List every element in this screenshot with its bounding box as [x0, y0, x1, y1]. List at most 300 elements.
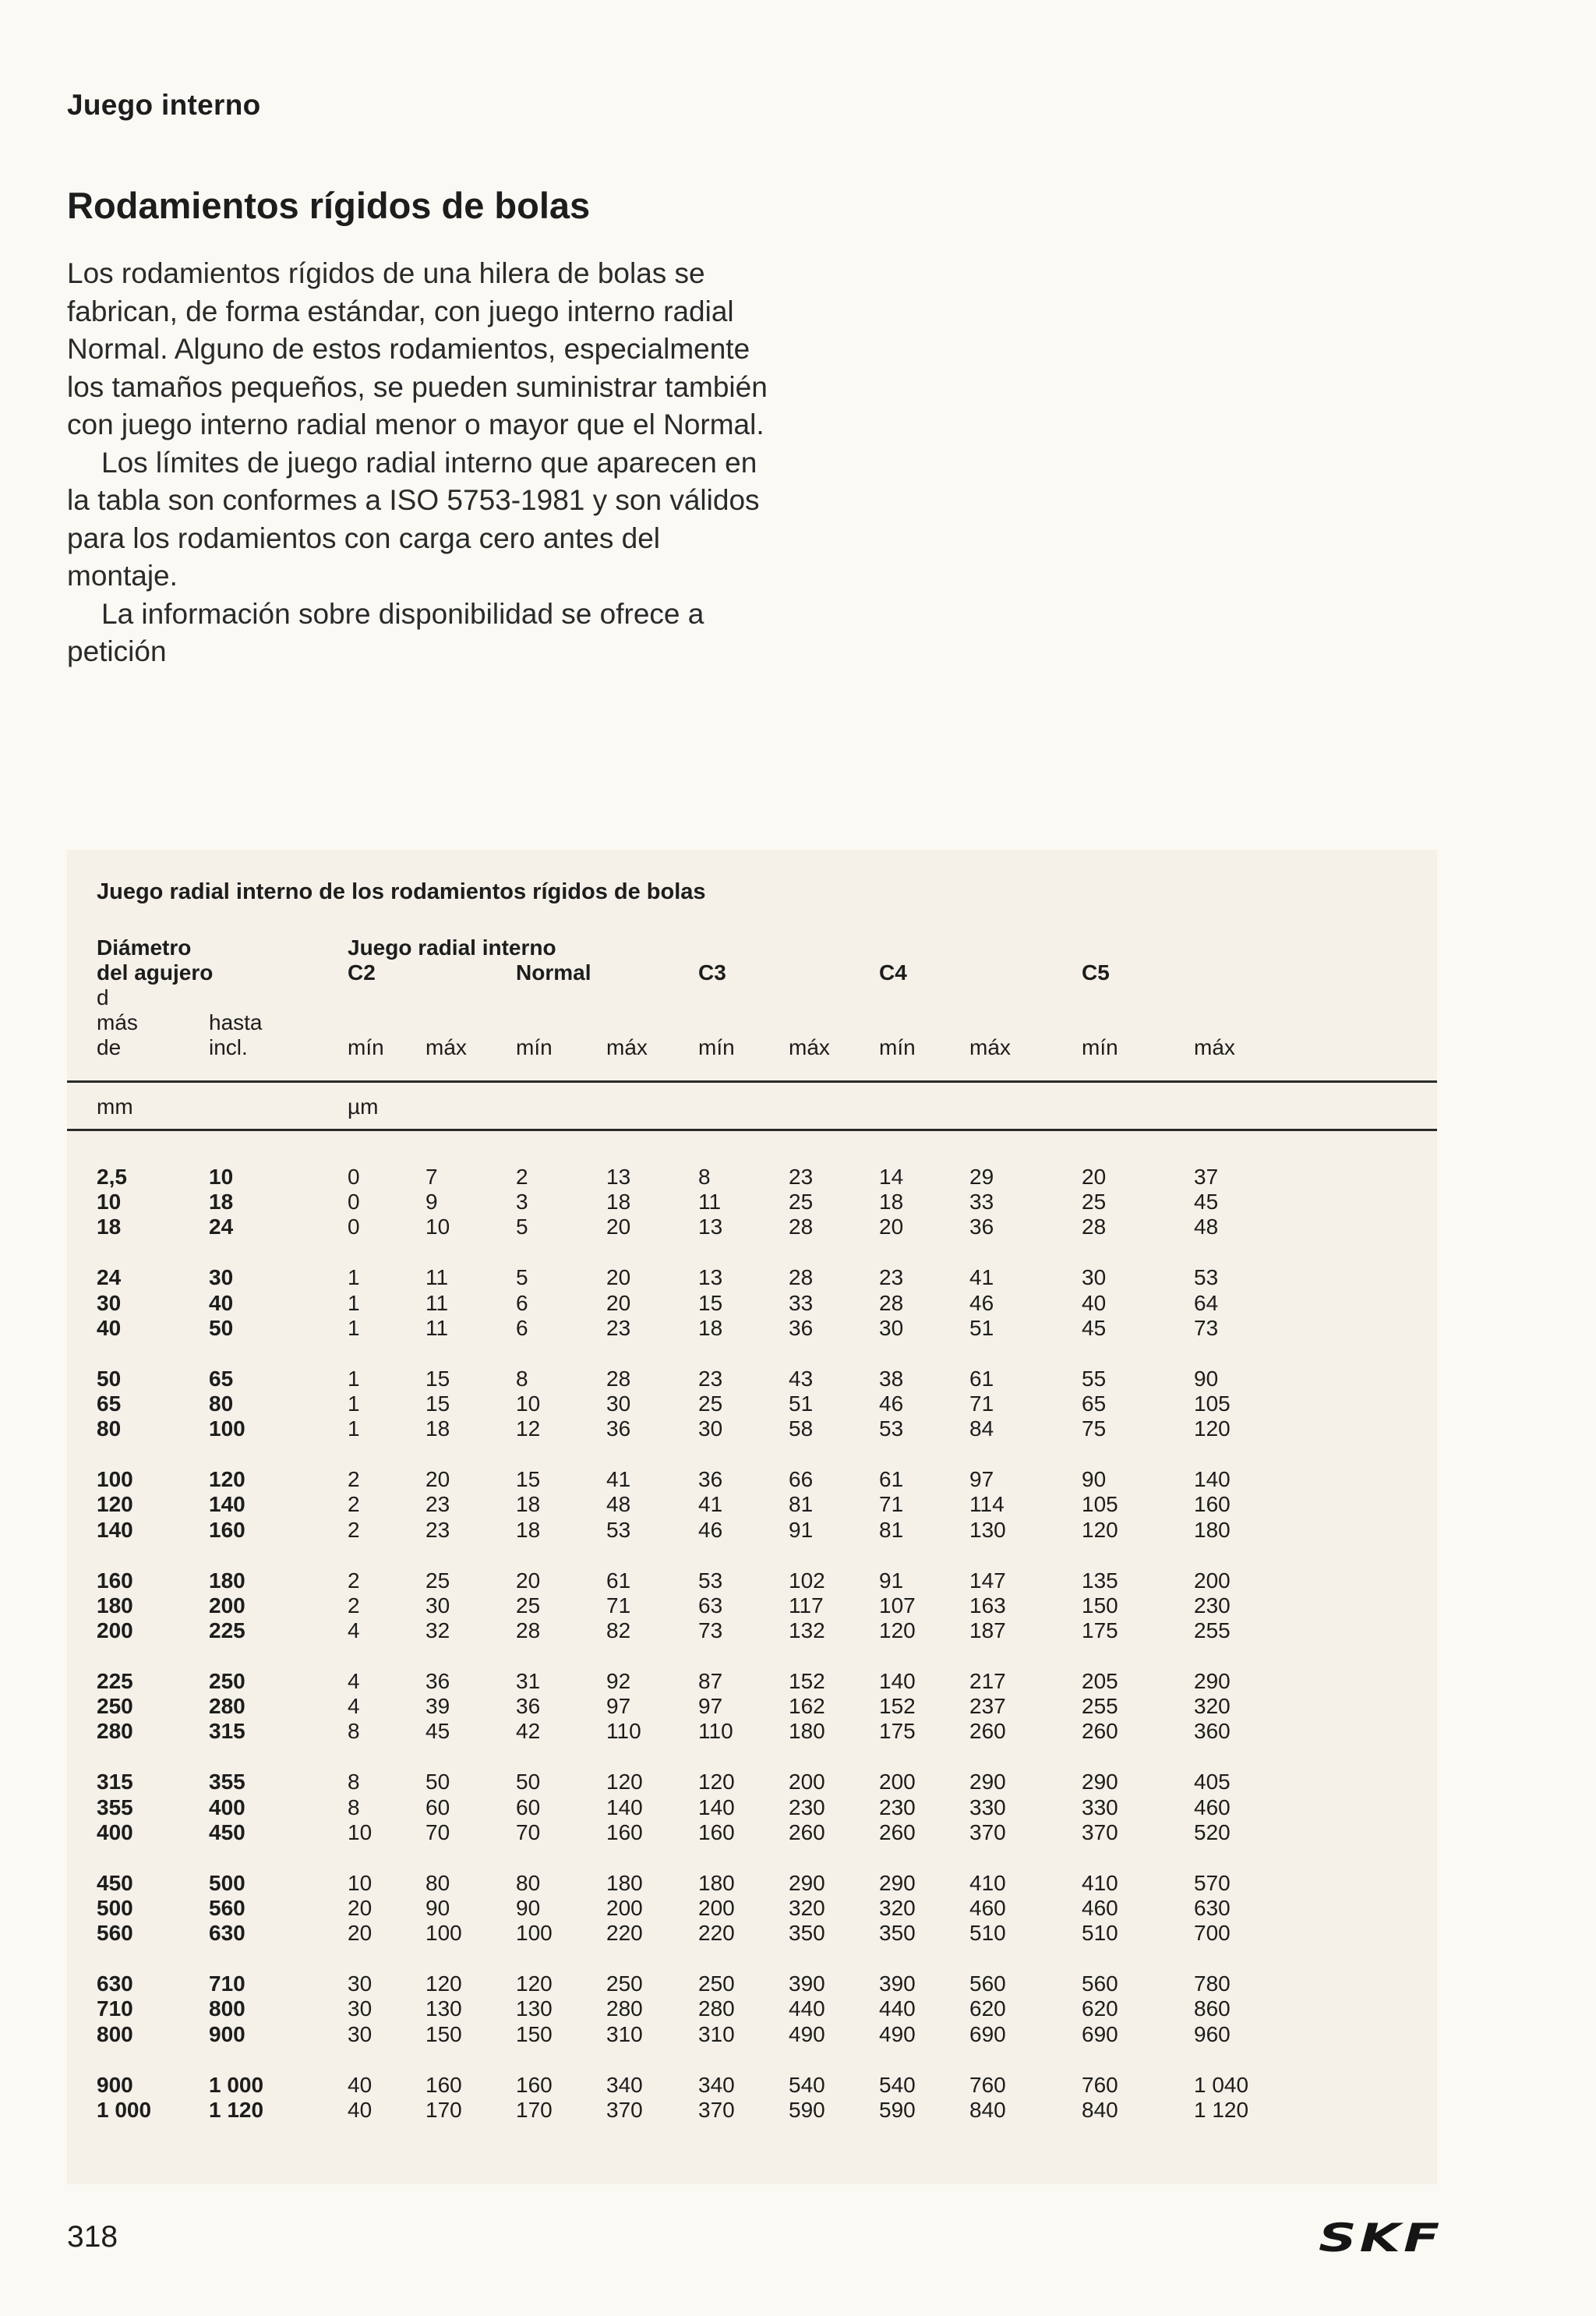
cell-clearance: 960 [1194, 2021, 1231, 2046]
cell-clearance: 1 [348, 1265, 360, 1290]
cell-clearance: 160 [698, 1819, 735, 1844]
cell-bore-from: 120 [97, 1492, 133, 1517]
cell-clearance: 61 [969, 1366, 994, 1391]
cell-clearance: 10 [348, 1819, 373, 1844]
cell-bore-from: 18 [97, 1215, 122, 1239]
cell-clearance: 205 [1082, 1669, 1118, 1693]
cell-clearance: 81 [789, 1492, 814, 1517]
cell-clearance: 180 [1194, 1517, 1231, 1542]
cell-clearance: 48 [606, 1492, 631, 1517]
cell-clearance: 290 [969, 1770, 1006, 1794]
cell-clearance: 140 [1194, 1467, 1231, 1492]
intro-paragraph-1: Los rodamientos rígidos de una hilera de bolas se fabrican, de forma estándar, con juego interno radial Normal. Alguno de estos rodamientos, especialmente los tamaños pequeños, se pueden suministrar también con juego interno radial menor o mayor que el Normal. [67, 257, 768, 440]
header-rule-top [67, 1080, 1437, 1083]
cell-clearance: 187 [969, 1618, 1006, 1642]
cell-clearance: 460 [969, 1896, 1006, 1920]
cell-clearance: 70 [425, 1819, 450, 1844]
cell-clearance: 310 [698, 2021, 735, 2046]
header-max: máx [606, 1035, 648, 1059]
cell-clearance: 80 [516, 1870, 541, 1895]
cell-clearance: 20 [425, 1467, 450, 1492]
cell-bore-from: 140 [97, 1517, 133, 1542]
cell-clearance: 53 [698, 1568, 723, 1593]
cell-clearance: 23 [789, 1165, 814, 1189]
cell-clearance: 36 [698, 1467, 723, 1492]
cell-clearance: 20 [606, 1290, 631, 1315]
cell-clearance: 2 [348, 1492, 360, 1517]
cell-clearance: 30 [348, 1971, 373, 1996]
cell-bore-from: 180 [97, 1593, 133, 1618]
cell-clearance: 91 [879, 1568, 904, 1593]
cell-clearance: 36 [969, 1215, 994, 1239]
intro-text [67, 255, 768, 671]
cell-clearance: 11 [698, 1190, 722, 1215]
cell-clearance: 23 [425, 1492, 450, 1517]
cell-clearance: 460 [1082, 1896, 1118, 1920]
cell-clearance: 12 [516, 1416, 541, 1441]
cell-clearance: 280 [606, 1996, 643, 2021]
cell-clearance: 340 [606, 2072, 643, 2097]
cell-bore-to: 500 [209, 1870, 245, 1895]
cell-clearance: 53 [606, 1517, 631, 1542]
cell-clearance: 11 [425, 1265, 449, 1290]
cell-clearance: 13 [698, 1215, 723, 1239]
cell-clearance: 102 [789, 1568, 825, 1593]
cell-clearance: 260 [1082, 1719, 1118, 1744]
cell-bore-from: 900 [97, 2072, 133, 2097]
cell-clearance: 160 [516, 2072, 553, 2097]
cell-clearance: 48 [1194, 1215, 1219, 1239]
cell-bore-to: 120 [209, 1467, 245, 1492]
cell-clearance: 10 [348, 1870, 373, 1895]
cell-clearance: 350 [789, 1921, 825, 1946]
cell-clearance: 4 [348, 1694, 360, 1719]
cell-bore-to: 1 120 [209, 2097, 264, 2122]
cell-clearance: 30 [348, 2021, 373, 2046]
cell-clearance: 180 [698, 1870, 735, 1895]
cell-clearance: 23 [698, 1366, 723, 1391]
cell-clearance: 162 [789, 1694, 825, 1719]
cell-clearance: 39 [425, 1694, 450, 1719]
cell-clearance: 135 [1082, 1568, 1118, 1593]
cell-clearance: 340 [698, 2072, 735, 2097]
cell-clearance: 61 [606, 1568, 631, 1593]
cell-clearance: 237 [969, 1694, 1006, 1719]
cell-clearance: 30 [879, 1315, 904, 1340]
cell-clearance: 2 [516, 1165, 528, 1189]
cell-clearance: 5 [516, 1215, 528, 1239]
cell-bore-from: 560 [97, 1921, 133, 1946]
cell-clearance: 290 [789, 1870, 825, 1895]
cell-clearance: 107 [879, 1593, 916, 1618]
cell-clearance: 8 [348, 1794, 360, 1819]
cell-clearance: 100 [516, 1921, 553, 1946]
cell-bore-to: 450 [209, 1819, 245, 1844]
cell-clearance: 37 [1194, 1165, 1219, 1189]
cell-clearance: 370 [606, 2097, 643, 2122]
cell-bore-from: 500 [97, 1896, 133, 1920]
cell-clearance: 460 [1194, 1794, 1231, 1819]
cell-clearance: 87 [698, 1669, 723, 1693]
cell-clearance: 560 [969, 1971, 1006, 1996]
cell-clearance: 590 [789, 2097, 825, 2122]
header-group-normal: Normal [516, 960, 591, 985]
cell-clearance: 120 [606, 1770, 643, 1794]
cell-clearance: 160 [1194, 1492, 1231, 1517]
cell-clearance: 150 [516, 2021, 553, 2046]
cell-bore-to: 560 [209, 1896, 245, 1920]
cell-clearance: 1 [348, 1391, 360, 1416]
cell-clearance: 41 [606, 1467, 631, 1492]
cell-clearance: 280 [698, 1996, 735, 2021]
cell-clearance: 51 [789, 1391, 814, 1416]
cell-clearance: 260 [879, 1819, 916, 1844]
cell-clearance: 163 [969, 1593, 1006, 1618]
cell-clearance: 330 [969, 1794, 1006, 1819]
cell-clearance: 1 [348, 1315, 360, 1340]
cell-clearance: 510 [969, 1921, 1006, 1946]
cell-clearance: 84 [969, 1416, 994, 1441]
cell-clearance: 140 [606, 1794, 643, 1819]
cell-clearance: 440 [879, 1996, 916, 2021]
cell-clearance: 120 [516, 1971, 553, 1996]
cell-clearance: 160 [425, 2072, 462, 2097]
cell-clearance: 75 [1082, 1416, 1107, 1441]
cell-clearance: 440 [789, 1996, 825, 2021]
page-number: 318 [67, 2220, 118, 2254]
cell-clearance: 390 [879, 1971, 916, 1996]
cell-clearance: 28 [789, 1215, 814, 1239]
table-caption: Juego radial interno de los rodamientos rígidos de bolas [97, 879, 706, 904]
cell-clearance: 760 [969, 2072, 1006, 2097]
header-max: máx [425, 1035, 467, 1059]
header-to-1: hasta [209, 1010, 263, 1034]
cell-clearance: 1 120 [1194, 2097, 1249, 2122]
cell-clearance: 330 [1082, 1794, 1118, 1819]
cell-clearance: 64 [1194, 1290, 1219, 1315]
cell-bore-to: 400 [209, 1794, 245, 1819]
cell-clearance: 250 [698, 1971, 735, 1996]
cell-clearance: 132 [789, 1618, 825, 1642]
cell-bore-to: 225 [209, 1618, 245, 1642]
cell-clearance: 170 [425, 2097, 462, 2122]
cell-clearance: 560 [1082, 1971, 1118, 1996]
cell-clearance: 40 [1082, 1290, 1107, 1315]
cell-clearance: 8 [516, 1366, 528, 1391]
cell-clearance: 20 [516, 1568, 541, 1593]
cell-clearance: 170 [516, 2097, 553, 2122]
cell-clearance: 370 [969, 1819, 1006, 1844]
cell-clearance: 41 [969, 1265, 994, 1290]
cell-clearance: 140 [879, 1669, 916, 1693]
cell-bore-to: 180 [209, 1568, 245, 1593]
cell-clearance: 150 [425, 2021, 462, 2046]
cell-clearance: 30 [348, 1996, 373, 2021]
cell-clearance: 10 [516, 1391, 541, 1416]
cell-clearance: 700 [1194, 1921, 1231, 1946]
cell-clearance: 0 [348, 1165, 360, 1189]
cell-clearance: 82 [606, 1618, 631, 1642]
cell-bore-to: 160 [209, 1517, 245, 1542]
header-min: mín [348, 1035, 384, 1059]
cell-clearance: 40 [348, 2097, 373, 2122]
cell-clearance: 60 [516, 1794, 541, 1819]
cell-clearance: 70 [516, 1819, 541, 1844]
cell-clearance: 25 [516, 1593, 541, 1618]
cell-clearance: 71 [879, 1492, 904, 1517]
cell-clearance: 20 [606, 1215, 631, 1239]
cell-clearance: 120 [1194, 1416, 1231, 1441]
cell-clearance: 43 [789, 1366, 814, 1391]
cell-clearance: 28 [1082, 1215, 1107, 1239]
cell-clearance: 28 [606, 1366, 631, 1391]
cell-clearance: 100 [425, 1921, 462, 1946]
cell-clearance: 200 [879, 1770, 916, 1794]
cell-clearance: 8 [348, 1770, 360, 1794]
cell-bore-from: 24 [97, 1265, 122, 1290]
cell-clearance: 81 [879, 1517, 904, 1542]
cell-clearance: 25 [425, 1568, 450, 1593]
cell-clearance: 410 [969, 1870, 1006, 1895]
cell-clearance: 36 [606, 1416, 631, 1441]
cell-clearance: 50 [516, 1770, 541, 1794]
cell-clearance: 3 [516, 1190, 528, 1215]
cell-clearance: 20 [348, 1896, 373, 1920]
cell-clearance: 28 [516, 1618, 541, 1642]
cell-bore-from: 225 [97, 1669, 133, 1693]
cell-clearance: 217 [969, 1669, 1006, 1693]
cell-clearance: 23 [425, 1517, 450, 1542]
header-bore: del agujero [97, 960, 214, 985]
cell-clearance: 405 [1194, 1770, 1231, 1794]
cell-clearance: 55 [1082, 1366, 1107, 1391]
cell-clearance: 760 [1082, 2072, 1118, 2097]
cell-clearance: 25 [789, 1190, 814, 1215]
cell-bore-to: 140 [209, 1492, 245, 1517]
cell-clearance: 18 [698, 1315, 723, 1340]
cell-bore-from: 10 [97, 1190, 122, 1215]
cell-bore-from: 280 [97, 1719, 133, 1744]
cell-clearance: 71 [969, 1391, 994, 1416]
cell-clearance: 255 [1194, 1618, 1231, 1642]
cell-clearance: 110 [606, 1719, 641, 1744]
cell-clearance: 18 [516, 1492, 541, 1517]
cell-bore-from: 355 [97, 1794, 133, 1819]
header-diameter: Diámetro [97, 935, 192, 960]
cell-bore-from: 80 [97, 1416, 122, 1441]
cell-clearance: 630 [1194, 1896, 1231, 1920]
cell-bore-to: 30 [209, 1265, 234, 1290]
cell-bore-from: 250 [97, 1694, 133, 1719]
cell-clearance: 63 [698, 1593, 723, 1618]
cell-bore-to: 1 000 [209, 2072, 264, 2097]
cell-clearance: 71 [606, 1593, 631, 1618]
cell-clearance: 840 [1082, 2097, 1118, 2122]
cell-clearance: 30 [698, 1416, 723, 1441]
cell-clearance: 15 [425, 1391, 450, 1416]
cell-clearance: 18 [516, 1517, 541, 1542]
cell-bore-from: 65 [97, 1391, 122, 1416]
cell-clearance: 46 [698, 1517, 723, 1542]
cell-clearance: 90 [1194, 1366, 1219, 1391]
cell-clearance: 370 [1082, 1819, 1118, 1844]
cell-clearance: 11 [425, 1315, 449, 1340]
cell-clearance: 46 [879, 1391, 904, 1416]
header-max: máx [969, 1035, 1011, 1059]
cell-bore-to: 24 [209, 1215, 234, 1239]
cell-clearance: 150 [1082, 1593, 1118, 1618]
cell-clearance: 42 [516, 1719, 541, 1744]
cell-bore-to: 250 [209, 1669, 245, 1693]
cell-clearance: 73 [1194, 1315, 1219, 1340]
cell-clearance: 73 [698, 1618, 723, 1642]
cell-bore-to: 900 [209, 2021, 245, 2046]
cell-clearance: 310 [606, 2021, 643, 2046]
cell-bore-to: 65 [209, 1366, 234, 1391]
cell-clearance: 33 [969, 1190, 994, 1215]
cell-clearance: 510 [1082, 1921, 1118, 1946]
cell-clearance: 8 [348, 1719, 360, 1744]
cell-clearance: 200 [1194, 1568, 1231, 1593]
cell-clearance: 350 [879, 1921, 916, 1946]
cell-clearance: 15 [516, 1467, 541, 1492]
cell-clearance: 58 [789, 1416, 814, 1441]
cell-clearance: 15 [698, 1290, 723, 1315]
header-min: mín [879, 1035, 916, 1059]
cell-bore-to: 50 [209, 1315, 234, 1340]
cell-clearance: 53 [1194, 1265, 1219, 1290]
cell-clearance: 147 [969, 1568, 1006, 1593]
cell-clearance: 152 [879, 1694, 916, 1719]
cell-clearance: 8 [698, 1165, 711, 1189]
header-min: mín [516, 1035, 553, 1059]
cell-clearance: 7 [425, 1165, 438, 1189]
cell-clearance: 1 [348, 1290, 360, 1315]
cell-clearance: 255 [1082, 1694, 1118, 1719]
cell-clearance: 320 [879, 1896, 916, 1920]
cell-clearance: 180 [606, 1870, 643, 1895]
cell-clearance: 11 [425, 1290, 449, 1315]
cell-clearance: 20 [1082, 1165, 1107, 1189]
cell-bore-from: 200 [97, 1618, 133, 1642]
cell-clearance: 200 [789, 1770, 825, 1794]
cell-bore-to: 280 [209, 1694, 245, 1719]
intro-paragraph-2: Los límites de juego radial interno que aparecen en la tabla son conformes a ISO 5753-1981 y son válidos para los rodamientos con carga cero antes del montaje. [67, 446, 760, 592]
cell-clearance: 60 [425, 1794, 450, 1819]
cell-clearance: 520 [1194, 1819, 1231, 1844]
cell-bore-from: 710 [97, 1996, 133, 2021]
cell-clearance: 620 [969, 1996, 1006, 2021]
cell-clearance: 120 [1082, 1517, 1118, 1542]
cell-clearance: 110 [698, 1719, 733, 1744]
cell-clearance: 50 [425, 1770, 450, 1794]
cell-clearance: 28 [879, 1290, 904, 1315]
cell-clearance: 180 [789, 1719, 825, 1744]
cell-clearance: 4 [348, 1669, 360, 1693]
cell-clearance: 160 [606, 1819, 643, 1844]
cell-bore-to: 800 [209, 1996, 245, 2021]
cell-bore-from: 30 [97, 1290, 122, 1315]
cell-clearance: 120 [425, 1971, 462, 1996]
cell-clearance: 30 [425, 1593, 450, 1618]
cell-clearance: 28 [789, 1265, 814, 1290]
cell-clearance: 360 [1194, 1719, 1231, 1744]
header-rule-bottom [67, 1129, 1437, 1131]
cell-clearance: 1 040 [1194, 2072, 1249, 2097]
cell-bore-from: 40 [97, 1315, 122, 1340]
cell-clearance: 90 [1082, 1467, 1107, 1492]
cell-clearance: 65 [1082, 1391, 1107, 1416]
cell-clearance: 15 [425, 1366, 450, 1391]
cell-clearance: 1 [348, 1366, 360, 1391]
cell-clearance: 0 [348, 1215, 360, 1239]
header-to-2: incl. [209, 1035, 248, 1059]
cell-clearance: 38 [879, 1366, 904, 1391]
page-title: Rodamientos rígidos de bolas [67, 185, 591, 226]
cell-clearance: 90 [425, 1896, 450, 1920]
cell-clearance: 120 [698, 1770, 735, 1794]
cell-clearance: 9 [425, 1190, 438, 1215]
cell-bore-to: 630 [209, 1921, 245, 1946]
cell-bore-to: 10 [209, 1165, 234, 1189]
cell-clearance: 220 [606, 1921, 643, 1946]
cell-clearance: 230 [1194, 1593, 1231, 1618]
cell-clearance: 490 [789, 2021, 825, 2046]
cell-clearance: 540 [879, 2072, 916, 2097]
cell-clearance: 620 [1082, 1996, 1118, 2021]
cell-clearance: 25 [698, 1391, 723, 1416]
cell-clearance: 175 [1082, 1618, 1118, 1642]
cell-bore-to: 100 [209, 1416, 245, 1441]
cell-clearance: 33 [789, 1290, 814, 1315]
cell-clearance: 36 [425, 1669, 450, 1693]
cell-clearance: 200 [606, 1896, 643, 1920]
cell-clearance: 780 [1194, 1971, 1231, 1996]
cell-clearance: 97 [969, 1467, 994, 1492]
cell-clearance: 570 [1194, 1870, 1231, 1895]
brand-logo: SKF [1319, 2215, 1443, 2261]
cell-bore-to: 18 [209, 1190, 234, 1215]
cell-clearance: 18 [606, 1190, 631, 1215]
header-from-2: de [97, 1035, 122, 1059]
cell-clearance: 220 [698, 1921, 735, 1946]
cell-clearance: 2 [348, 1568, 360, 1593]
header-from-1: más [97, 1010, 138, 1034]
cell-clearance: 13 [606, 1165, 631, 1189]
header-group-c2: C2 [348, 960, 376, 985]
cell-clearance: 120 [879, 1618, 916, 1642]
cell-clearance: 66 [789, 1467, 814, 1492]
cell-clearance: 540 [789, 2072, 825, 2097]
cell-bore-to: 355 [209, 1770, 245, 1794]
cell-clearance: 230 [879, 1794, 916, 1819]
cell-clearance: 20 [348, 1921, 373, 1946]
cell-bore-to: 710 [209, 1971, 245, 1996]
cell-clearance: 130 [425, 1996, 462, 2021]
cell-clearance: 152 [789, 1669, 825, 1693]
cell-clearance: 130 [516, 1996, 553, 2021]
cell-clearance: 250 [606, 1971, 643, 1996]
cell-clearance: 30 [1082, 1265, 1107, 1290]
cell-clearance: 117 [789, 1593, 824, 1618]
cell-clearance: 320 [1194, 1694, 1231, 1719]
cell-bore-to: 80 [209, 1391, 234, 1416]
cell-clearance: 97 [698, 1694, 723, 1719]
header-max: máx [1194, 1035, 1235, 1059]
cell-clearance: 114 [969, 1492, 1005, 1517]
cell-clearance: 25 [1082, 1190, 1107, 1215]
cell-clearance: 51 [969, 1315, 994, 1340]
